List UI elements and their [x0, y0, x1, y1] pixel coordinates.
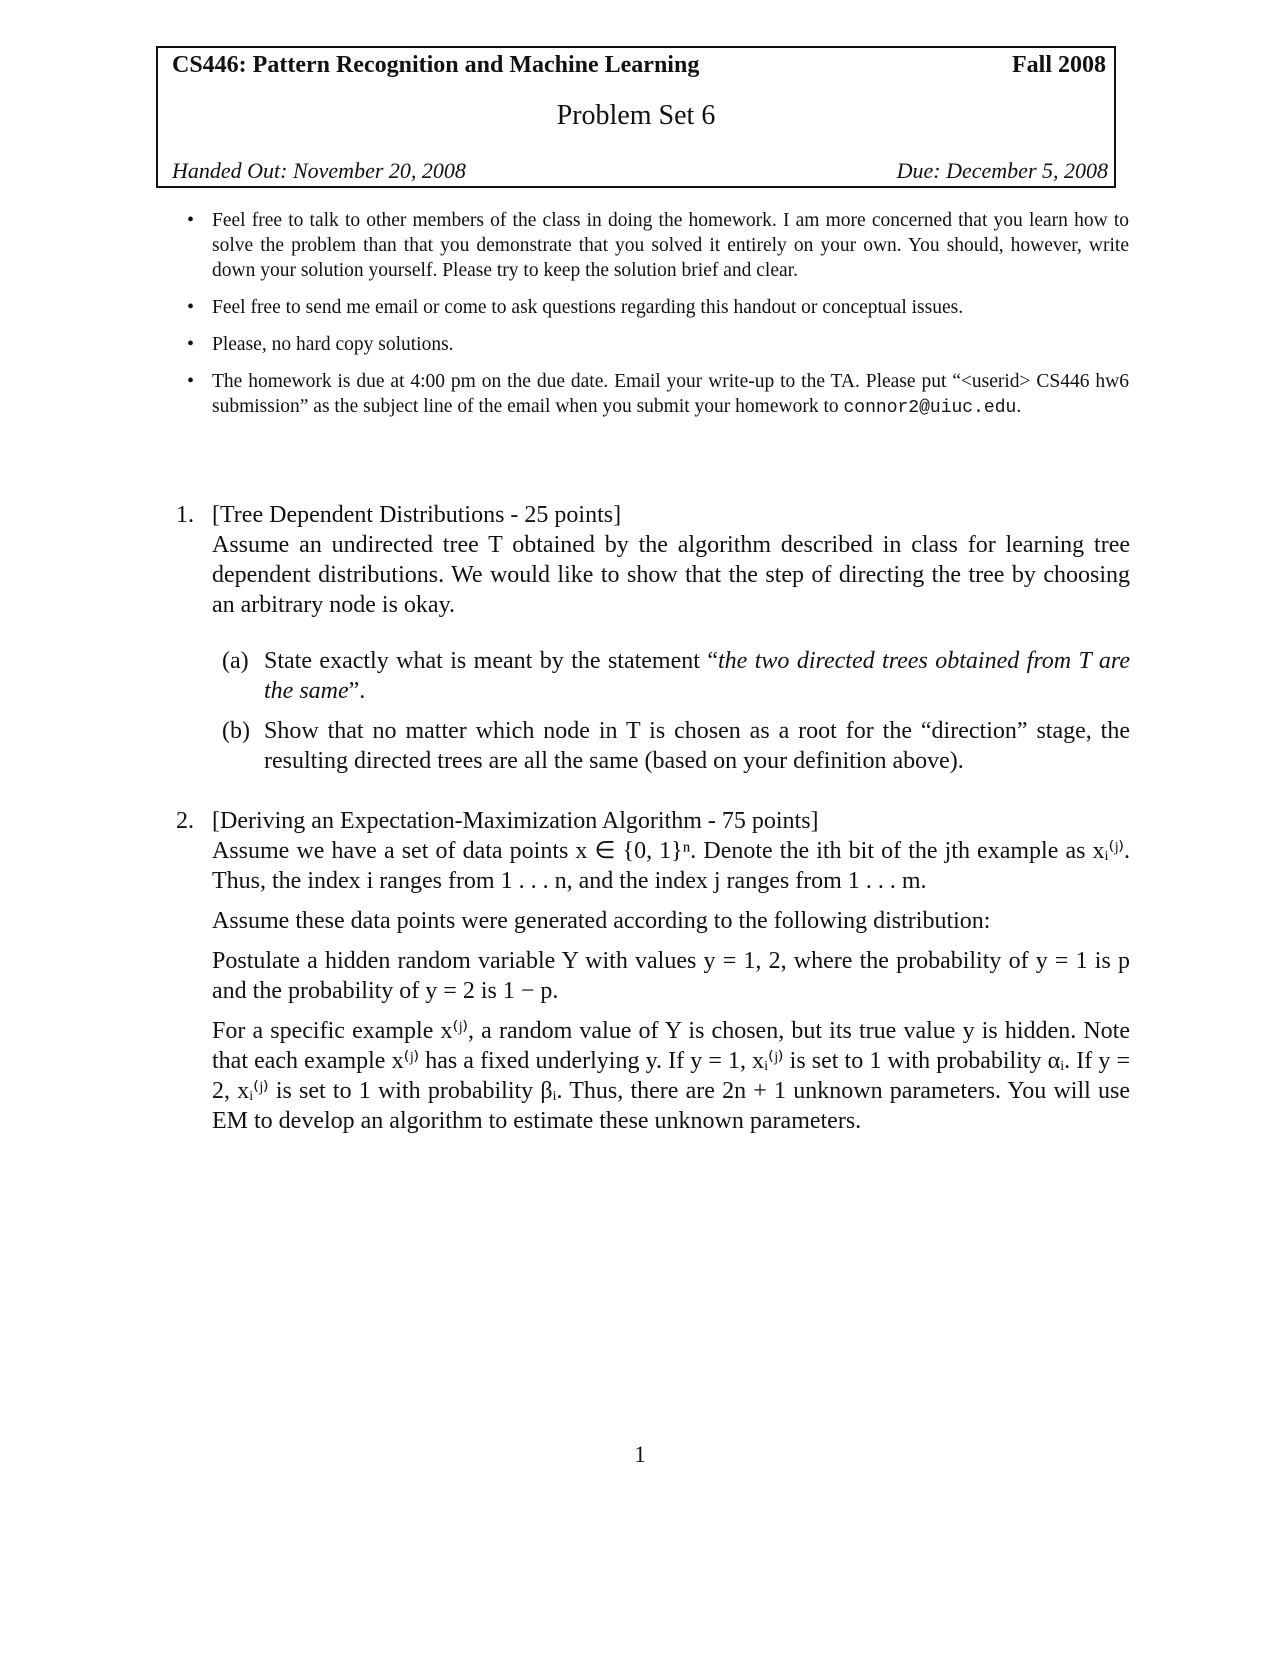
problem-1 [176, 500, 1130, 776]
instruction-item: • The homework is due at 4:00 pm on the due date. Email your write-up to the TA. Please put “<userid> CS446 hw6 submission” as the subject line of the email when you submit your homework to connor2@uiuc.edu. [183, 369, 1129, 421]
instruction-text: Feel free to talk to other members of the class in doing the homework. I am more concerned that you learn how to solve the problem than that you demonstrate that you solved it entirely on your own. You should, however, write down your solution yourself. Please try to keep the solution brief and clear. [212, 210, 1129, 281]
header-box [156, 46, 1116, 188]
course-title: CS446: Pattern Recognition and Machine Learning [172, 52, 700, 78]
instruction-text: Please, no hard copy solutions. [212, 334, 454, 355]
instructions-list [183, 208, 1129, 433]
problem-paragraph: Assume we have a set of data points x ∈ {0, 1}ⁿ. Denote the ith bit of the jth example as xᵢ⁽ʲ⁾. Thus, the index i ranges from 1 . . . n, and the index j ranges from 1 . . . m. [212, 838, 1130, 894]
problems [176, 500, 1130, 1162]
term: Fall 2008 [1012, 52, 1106, 78]
instruction-item [183, 332, 1129, 357]
instruction-text: The homework is due at 4:00 pm on the due date. Email your write-up to the TA. Please put “<userid> CS446 hw6 submission” as the subject line of the email when you submit your homework to [212, 371, 1129, 417]
problem-2 [176, 806, 1130, 1136]
problem-number: 2. [176, 808, 194, 834]
instruction-item [183, 208, 1129, 283]
due-date: Due: December 5, 2008 [896, 158, 1108, 183]
problem-paragraph: Postulate a hidden random variable Y with values y = 1, 2, where the probability of y = 1 is p and the probability of y = 2 is 1 − p. [212, 948, 1130, 1004]
subproblem-text: State exactly what is meant by the statement “ [264, 648, 718, 674]
problem-title: [Tree Dependent Distributions - 25 points] [212, 502, 622, 528]
ta-email-link[interactable]: connor2@uiuc.edu [843, 398, 1017, 418]
problem-set-title: Problem Set 6 [556, 100, 716, 131]
subproblem-label: (a) [222, 648, 249, 674]
subproblem-text-end: ”. [348, 678, 366, 704]
page-number: 1 [634, 1442, 646, 1467]
handed-out-date: Handed Out: November 20, 2008 [172, 158, 466, 183]
problem-number: 1. [176, 502, 194, 528]
quoted-statement: the two directed trees obtained from T are the same [264, 648, 1130, 704]
subproblem-b [212, 716, 1130, 776]
instruction-text: Feel free to send me email or come to ask questions regarding this handout or conceptual issues. [212, 297, 964, 318]
subproblem-a [212, 646, 1130, 706]
problem-paragraph: For a specific example x⁽ʲ⁾, a random value of Y is chosen, but its true value y is hidden. Note that each example x⁽ʲ⁾ has a fixed underlying y. If y = 1, xᵢ⁽ʲ⁾ is set to 1 with probability αᵢ. If y = 2, xᵢ⁽ʲ⁾ is set to 1 with probability βᵢ. Thus, there are 2n + 1 unknown parameters. You will use EM to develop an algorithm to estimate these unknown parameters. [212, 1018, 1130, 1134]
problem-paragraph: Assume these data points were generated according to the following distribution: [212, 908, 991, 934]
instruction-item [183, 295, 1129, 320]
problem-title: [Deriving an Expectation-Maximization Algorithm - 75 points] [212, 808, 819, 834]
subproblem-label: (b) [222, 718, 250, 744]
problem-intro: Assume an undirected tree T obtained by the algorithm described in class for learning tree dependent distributions. We would like to show that the step of directing the tree by choosing an arbitrary node is okay. [212, 532, 1130, 618]
subproblem-text: Show that no matter which node in T is chosen as a root for the “direction” stage, the resulting directed trees are all the same (based on your definition above). [264, 718, 1130, 774]
